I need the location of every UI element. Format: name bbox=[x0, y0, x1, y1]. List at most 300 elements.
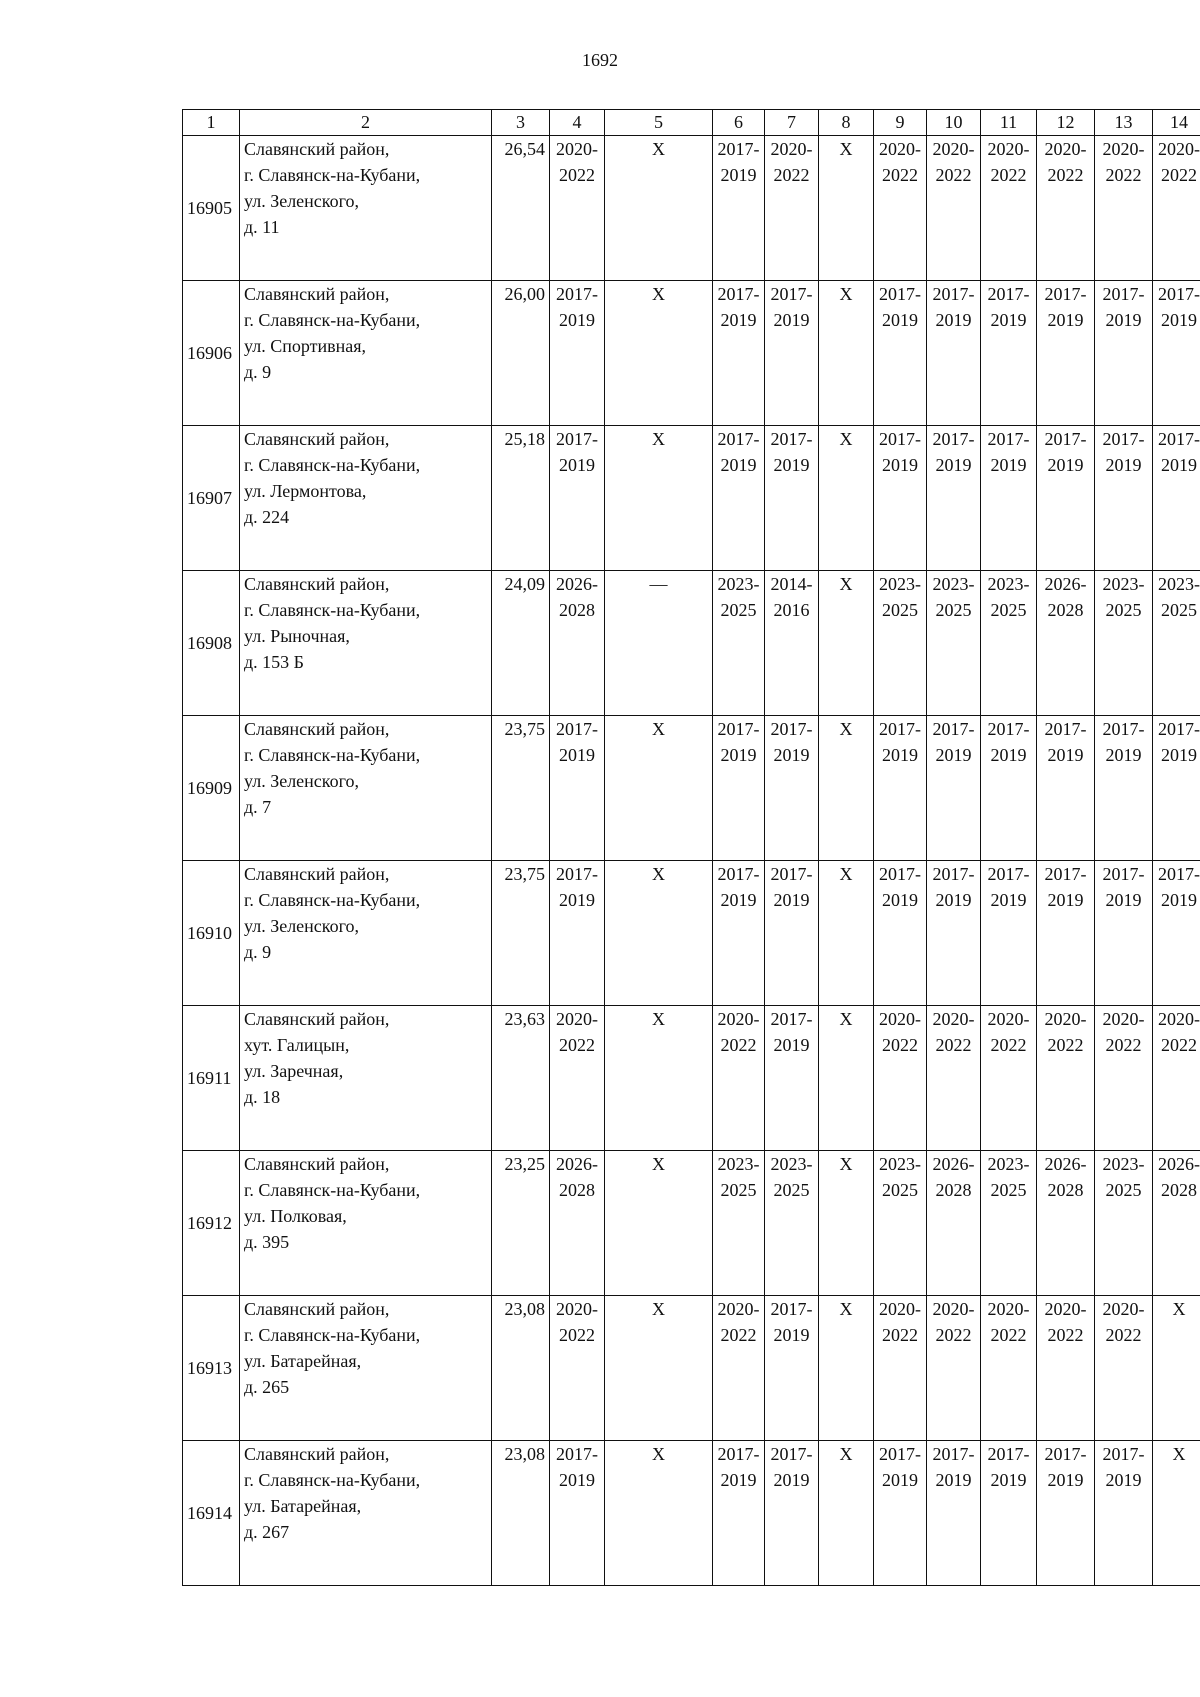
cell-line: 2019 bbox=[1161, 455, 1197, 475]
value-cell-col-8 bbox=[819, 1006, 874, 1151]
cell-line: 2020- bbox=[879, 139, 921, 159]
value-cell-col-6 bbox=[713, 1006, 765, 1151]
value-cell-col-13 bbox=[1095, 571, 1153, 716]
table-row bbox=[183, 1151, 1200, 1296]
value-cell-col-5 bbox=[605, 1296, 713, 1441]
cell-line: 2022 bbox=[1161, 1035, 1197, 1055]
cell-line: 2022 bbox=[882, 1325, 918, 1345]
address-line: Славянский район, bbox=[244, 139, 390, 159]
value-cell-col-6 bbox=[713, 426, 765, 571]
value-cell-col-14 bbox=[1153, 571, 1200, 716]
value-cell-col-7 bbox=[765, 281, 819, 426]
cell-line: 2025 bbox=[1161, 600, 1197, 620]
address-line: д. 224 bbox=[244, 507, 290, 527]
cell-line: 2023- bbox=[879, 1154, 921, 1174]
address-line: Славянский район, bbox=[244, 1009, 390, 1029]
address-line: г. Славянск-на-Кубани, bbox=[244, 890, 421, 910]
value-cell-col-5 bbox=[605, 1151, 713, 1296]
cell-line: 2017- bbox=[770, 719, 813, 739]
area-cell: 23,63 bbox=[492, 1006, 550, 1151]
value-cell-col-12 bbox=[1037, 426, 1095, 571]
column-header-13: 13 bbox=[1095, 110, 1153, 136]
cell-line: X bbox=[652, 284, 665, 304]
cell-line: 2017- bbox=[556, 864, 598, 884]
cell-line: 2019 bbox=[773, 455, 810, 475]
cell-line: 2017- bbox=[717, 139, 760, 159]
value-cell-col-8 bbox=[819, 1151, 874, 1296]
cell-line: 2028 bbox=[559, 1180, 595, 1200]
cell-line: 2022 bbox=[882, 1035, 918, 1055]
cell-line: 2017- bbox=[717, 429, 760, 449]
cell-line: 2017- bbox=[717, 1444, 760, 1464]
value-cell-col-14 bbox=[1153, 281, 1200, 426]
cell-line: 2023- bbox=[717, 574, 760, 594]
cell-line: 2022 bbox=[559, 165, 595, 185]
value-cell-col-11 bbox=[981, 1296, 1037, 1441]
cell-line: 2017- bbox=[879, 719, 921, 739]
cell-line: 2022 bbox=[935, 1035, 972, 1055]
value-cell-col-4 bbox=[550, 1441, 605, 1586]
cell-line: 2017- bbox=[770, 864, 813, 884]
cell-line: 2022 bbox=[1047, 1325, 1084, 1345]
cell-line: 2020- bbox=[717, 1299, 760, 1319]
cell-line: 2020- bbox=[1044, 139, 1087, 159]
value-cell-col-8 bbox=[819, 426, 874, 571]
cell-line: 2017- bbox=[1044, 1444, 1087, 1464]
value-cell-col-8 bbox=[819, 571, 874, 716]
address-line: г. Славянск-на-Кубани, bbox=[244, 1180, 421, 1200]
cell-line: 2019 bbox=[559, 310, 595, 330]
value-cell-col-14 bbox=[1153, 861, 1200, 1006]
table-row bbox=[183, 861, 1200, 1006]
value-cell-col-6 bbox=[713, 861, 765, 1006]
column-header-8: 8 bbox=[819, 110, 874, 136]
cell-line: — bbox=[649, 574, 668, 594]
cell-line: 2019 bbox=[1161, 310, 1197, 330]
value-cell-col-7 bbox=[765, 861, 819, 1006]
address-line: ул. Полковая, bbox=[244, 1206, 347, 1226]
value-cell-col-10 bbox=[927, 716, 981, 861]
row-number: 16914 bbox=[183, 1441, 240, 1586]
value-cell-col-9 bbox=[874, 136, 927, 281]
cell-line: 2019 bbox=[935, 455, 972, 475]
address-cell bbox=[240, 136, 492, 281]
cell-line: X bbox=[652, 719, 665, 739]
address-line: г. Славянск-на-Кубани, bbox=[244, 310, 421, 330]
cell-line: 2017- bbox=[770, 429, 813, 449]
cell-line: 2017- bbox=[1044, 719, 1087, 739]
value-cell-col-5 bbox=[605, 281, 713, 426]
cell-line: 2019 bbox=[720, 745, 757, 765]
cell-line: X bbox=[652, 1009, 665, 1029]
cell-line: 2019 bbox=[559, 455, 595, 475]
cell-line: 2017- bbox=[879, 284, 921, 304]
cell-line: 2017- bbox=[717, 864, 760, 884]
cell-line: 2028 bbox=[1161, 1180, 1197, 1200]
value-cell-col-10 bbox=[927, 571, 981, 716]
column-header-5: 5 bbox=[605, 110, 713, 136]
value-cell-col-12 bbox=[1037, 136, 1095, 281]
value-cell-col-9 bbox=[874, 1151, 927, 1296]
value-cell-col-14 bbox=[1153, 1151, 1200, 1296]
table-row bbox=[183, 1441, 1200, 1586]
value-cell-col-8 bbox=[819, 861, 874, 1006]
cell-line: 2019 bbox=[990, 455, 1027, 475]
cell-line: X bbox=[839, 1154, 853, 1174]
area-cell: 25,18 bbox=[492, 426, 550, 571]
cell-line: 2017- bbox=[1102, 719, 1145, 739]
cell-line: 2017- bbox=[1044, 864, 1087, 884]
cell-line: 2023- bbox=[1102, 574, 1145, 594]
data-table bbox=[182, 109, 1200, 1586]
value-cell-col-10 bbox=[927, 1151, 981, 1296]
cell-line: 2017- bbox=[879, 864, 921, 884]
cell-line: X bbox=[839, 574, 853, 594]
value-cell-col-8 bbox=[819, 1296, 874, 1441]
value-cell-col-5 bbox=[605, 571, 713, 716]
cell-line: 2019 bbox=[935, 1470, 972, 1490]
value-cell-col-6 bbox=[713, 281, 765, 426]
cell-line: 2020- bbox=[1158, 1009, 1200, 1029]
value-cell-col-13 bbox=[1095, 1296, 1153, 1441]
value-cell-col-11 bbox=[981, 1441, 1037, 1586]
address-line: ул. Батарейная, bbox=[244, 1351, 362, 1371]
cell-line: 2017- bbox=[987, 284, 1030, 304]
column-header-12: 12 bbox=[1037, 110, 1095, 136]
cell-line: 2019 bbox=[990, 310, 1027, 330]
cell-line: 2017- bbox=[1158, 429, 1200, 449]
cell-line: 2019 bbox=[935, 310, 972, 330]
cell-line: 2017- bbox=[879, 1444, 921, 1464]
address-cell bbox=[240, 716, 492, 861]
cell-line: X bbox=[1172, 1444, 1186, 1464]
address-line: г. Славянск-на-Кубани, bbox=[244, 455, 421, 475]
cell-line: 2017- bbox=[717, 284, 760, 304]
value-cell-col-12 bbox=[1037, 1006, 1095, 1151]
cell-line: 2022 bbox=[935, 1325, 972, 1345]
cell-line: 2017- bbox=[987, 429, 1030, 449]
page-number: 1692 bbox=[582, 50, 618, 70]
cell-line: 2022 bbox=[559, 1325, 595, 1345]
value-cell-col-12 bbox=[1037, 861, 1095, 1006]
cell-line: 2023- bbox=[932, 574, 975, 594]
cell-line: X bbox=[652, 139, 665, 159]
address-line: д. 11 bbox=[244, 217, 280, 237]
column-header-10: 10 bbox=[927, 110, 981, 136]
cell-line: 2017- bbox=[717, 719, 760, 739]
cell-line: X bbox=[839, 284, 853, 304]
value-cell-col-5 bbox=[605, 426, 713, 571]
column-header-6: 6 bbox=[713, 110, 765, 136]
column-header-2: 2 bbox=[240, 110, 492, 136]
cell-line: 2026- bbox=[556, 574, 598, 594]
cell-line: 2020- bbox=[932, 139, 975, 159]
value-cell-col-7 bbox=[765, 1006, 819, 1151]
area-cell: 26,00 bbox=[492, 281, 550, 426]
address-line: ул. Спортивная, bbox=[244, 336, 366, 356]
cell-line: 2023- bbox=[717, 1154, 760, 1174]
cell-line: 2020- bbox=[1158, 139, 1200, 159]
address-cell bbox=[240, 1296, 492, 1441]
value-cell-col-12 bbox=[1037, 1296, 1095, 1441]
column-header-4: 4 bbox=[550, 110, 605, 136]
value-cell-col-11 bbox=[981, 571, 1037, 716]
cell-line: 2017- bbox=[556, 284, 598, 304]
cell-line: 2019 bbox=[1047, 745, 1084, 765]
cell-line: 2019 bbox=[773, 310, 810, 330]
value-cell-col-6 bbox=[713, 1151, 765, 1296]
address-line: г. Славянск-на-Кубани, bbox=[244, 1470, 421, 1490]
area-cell: 26,54 bbox=[492, 136, 550, 281]
cell-line: 2020- bbox=[556, 1009, 598, 1029]
cell-line: 2019 bbox=[1105, 890, 1142, 910]
table-header-row bbox=[183, 110, 1200, 136]
cell-line: 2028 bbox=[559, 600, 595, 620]
cell-line: 2019 bbox=[1161, 745, 1197, 765]
cell-line: 2022 bbox=[882, 165, 918, 185]
cell-line: 2017- bbox=[1102, 429, 1145, 449]
value-cell-col-14 bbox=[1153, 1006, 1200, 1151]
address-line: д. 9 bbox=[244, 362, 272, 382]
cell-line: 2028 bbox=[1047, 1180, 1084, 1200]
table-row bbox=[183, 716, 1200, 861]
cell-line: 2026- bbox=[1158, 1154, 1200, 1174]
address-cell bbox=[240, 281, 492, 426]
cell-line: 2017- bbox=[932, 429, 975, 449]
cell-line: 2019 bbox=[773, 1035, 810, 1055]
cell-line: 2028 bbox=[935, 1180, 972, 1200]
cell-line: 2017- bbox=[879, 429, 921, 449]
address-line: д. 265 bbox=[244, 1377, 290, 1397]
area-cell: 23,75 bbox=[492, 716, 550, 861]
value-cell-col-7 bbox=[765, 1441, 819, 1586]
cell-line: 2017- bbox=[556, 1444, 598, 1464]
cell-line: 2019 bbox=[1105, 745, 1142, 765]
address-line: ул. Зеленского, bbox=[244, 771, 360, 791]
cell-line: 2017- bbox=[1102, 1444, 1145, 1464]
value-cell-col-13 bbox=[1095, 136, 1153, 281]
cell-line: 2020- bbox=[556, 139, 598, 159]
value-cell-col-10 bbox=[927, 1006, 981, 1151]
address-line: г. Славянск-на-Кубани, bbox=[244, 165, 421, 185]
cell-line: 2020- bbox=[1102, 1299, 1145, 1319]
row-number: 16913 bbox=[183, 1296, 240, 1441]
cell-line: 2026- bbox=[1044, 574, 1087, 594]
column-header-7: 7 bbox=[765, 110, 819, 136]
value-cell-col-12 bbox=[1037, 1151, 1095, 1296]
cell-line: 2020- bbox=[1044, 1009, 1087, 1029]
table-body bbox=[183, 136, 1200, 1586]
value-cell-col-4 bbox=[550, 1151, 605, 1296]
value-cell-col-10 bbox=[927, 426, 981, 571]
cell-line: 2019 bbox=[990, 1470, 1027, 1490]
value-cell-col-11 bbox=[981, 1151, 1037, 1296]
value-cell-col-8 bbox=[819, 136, 874, 281]
address-line: ул. Зеленского, bbox=[244, 916, 360, 936]
address-line: г. Славянск-на-Кубани, bbox=[244, 745, 421, 765]
cell-line: 2020- bbox=[987, 1299, 1030, 1319]
cell-line: 2019 bbox=[773, 1325, 810, 1345]
cell-line: 2019 bbox=[1105, 1470, 1142, 1490]
value-cell-col-9 bbox=[874, 571, 927, 716]
value-cell-col-8 bbox=[819, 716, 874, 861]
value-cell-col-9 bbox=[874, 716, 927, 861]
row-number: 16905 bbox=[183, 136, 240, 281]
cell-line: 2017- bbox=[987, 1444, 1030, 1464]
cell-line: 2022 bbox=[990, 165, 1027, 185]
table-row bbox=[183, 426, 1200, 571]
cell-line: 2022 bbox=[990, 1035, 1027, 1055]
cell-line: 2022 bbox=[1047, 1035, 1084, 1055]
cell-line: 2017- bbox=[770, 1299, 813, 1319]
value-cell-col-12 bbox=[1037, 716, 1095, 861]
row-number: 16909 bbox=[183, 716, 240, 861]
row-number: 16906 bbox=[183, 281, 240, 426]
value-cell-col-9 bbox=[874, 861, 927, 1006]
cell-line: 2020- bbox=[717, 1009, 760, 1029]
cell-line: 2022 bbox=[1047, 165, 1084, 185]
address-line: г. Славянск-на-Кубани, bbox=[244, 1325, 421, 1345]
cell-line: 2020- bbox=[1102, 1009, 1145, 1029]
cell-line: 2019 bbox=[720, 1470, 757, 1490]
value-cell-col-10 bbox=[927, 136, 981, 281]
address-cell bbox=[240, 426, 492, 571]
address-line: Славянский район, bbox=[244, 1299, 390, 1319]
cell-line: 2025 bbox=[1105, 600, 1142, 620]
cell-line: 2017- bbox=[770, 1444, 813, 1464]
cell-line: 2022 bbox=[559, 1035, 595, 1055]
cell-line: X bbox=[839, 1009, 853, 1029]
address-line: Славянский район, bbox=[244, 284, 390, 304]
value-cell-col-6 bbox=[713, 716, 765, 861]
cell-line: 2017- bbox=[1044, 284, 1087, 304]
cell-line: 2020- bbox=[770, 139, 813, 159]
cell-line: 2019 bbox=[882, 745, 918, 765]
cell-line: 2023- bbox=[879, 574, 921, 594]
value-cell-col-12 bbox=[1037, 571, 1095, 716]
value-cell-col-14 bbox=[1153, 716, 1200, 861]
cell-line: 2017- bbox=[1158, 284, 1200, 304]
address-cell bbox=[240, 1151, 492, 1296]
cell-line: 2019 bbox=[1047, 455, 1084, 475]
cell-line: 2025 bbox=[773, 1180, 810, 1200]
value-cell-col-12 bbox=[1037, 1441, 1095, 1586]
cell-line: 2019 bbox=[1047, 1470, 1084, 1490]
cell-line: X bbox=[839, 719, 853, 739]
cell-line: X bbox=[1172, 1299, 1186, 1319]
value-cell-col-11 bbox=[981, 1006, 1037, 1151]
cell-line: 2019 bbox=[773, 1470, 810, 1490]
cell-line: 2026- bbox=[1044, 1154, 1087, 1174]
value-cell-col-10 bbox=[927, 1441, 981, 1586]
value-cell-col-5 bbox=[605, 1441, 713, 1586]
column-header-3: 3 bbox=[492, 110, 550, 136]
cell-line: X bbox=[652, 1299, 665, 1319]
area-cell: 23,25 bbox=[492, 1151, 550, 1296]
cell-line: X bbox=[839, 429, 853, 449]
cell-line: 2014- bbox=[770, 574, 813, 594]
table-row bbox=[183, 1006, 1200, 1151]
address-line: ул. Заречная, bbox=[244, 1061, 344, 1081]
cell-line: 2025 bbox=[990, 1180, 1027, 1200]
cell-line: 2023- bbox=[770, 1154, 813, 1174]
address-line: ул. Лермонтова, bbox=[244, 481, 367, 501]
table-row bbox=[183, 136, 1200, 281]
cell-line: 2020- bbox=[879, 1299, 921, 1319]
cell-line: 2019 bbox=[990, 890, 1027, 910]
address-line: Славянский район, bbox=[244, 574, 390, 594]
cell-line: 2019 bbox=[1105, 310, 1142, 330]
cell-line: 2019 bbox=[882, 310, 918, 330]
value-cell-col-6 bbox=[713, 1441, 765, 1586]
value-cell-col-9 bbox=[874, 1006, 927, 1151]
value-cell-col-13 bbox=[1095, 426, 1153, 571]
address-line: ул. Батарейная, bbox=[244, 1496, 362, 1516]
cell-line: 2017- bbox=[770, 1009, 813, 1029]
cell-line: 2017- bbox=[1102, 864, 1145, 884]
cell-line: 2019 bbox=[559, 890, 595, 910]
cell-line: 2020- bbox=[932, 1299, 975, 1319]
cell-line: 2022 bbox=[720, 1035, 757, 1055]
cell-line: 2023- bbox=[987, 574, 1030, 594]
cell-line: 2019 bbox=[1047, 890, 1084, 910]
row-number: 16907 bbox=[183, 426, 240, 571]
cell-line: 2025 bbox=[720, 1180, 757, 1200]
cell-line: 2022 bbox=[1105, 1035, 1142, 1055]
address-cell bbox=[240, 571, 492, 716]
address-line: д. 18 bbox=[244, 1087, 281, 1107]
cell-line: 2020- bbox=[932, 1009, 975, 1029]
cell-line: 2020- bbox=[987, 139, 1030, 159]
cell-line: 2025 bbox=[882, 1180, 918, 1200]
cell-line: 2022 bbox=[1105, 1325, 1142, 1345]
cell-line: 2022 bbox=[1161, 165, 1197, 185]
cell-line: 2023- bbox=[1158, 574, 1200, 594]
cell-line: 2019 bbox=[935, 745, 972, 765]
address-line: г. Славянск-на-Кубани, bbox=[244, 600, 421, 620]
value-cell-col-5 bbox=[605, 716, 713, 861]
table-row bbox=[183, 571, 1200, 716]
address-line: д. 395 bbox=[244, 1232, 290, 1252]
value-cell-col-4 bbox=[550, 1296, 605, 1441]
cell-line: 2026- bbox=[932, 1154, 975, 1174]
value-cell-col-13 bbox=[1095, 1151, 1153, 1296]
value-cell-col-13 bbox=[1095, 1006, 1153, 1151]
table-row bbox=[183, 281, 1200, 426]
cell-line: 2020- bbox=[1102, 139, 1145, 159]
cell-line: 2025 bbox=[990, 600, 1027, 620]
value-cell-col-11 bbox=[981, 861, 1037, 1006]
column-header-9: 9 bbox=[874, 110, 927, 136]
cell-line: 2020- bbox=[879, 1009, 921, 1029]
column-header-1: 1 bbox=[183, 110, 240, 136]
cell-line: 2019 bbox=[882, 455, 918, 475]
cell-line: 2017- bbox=[987, 719, 1030, 739]
cell-line: 2020- bbox=[556, 1299, 598, 1319]
value-cell-col-4 bbox=[550, 571, 605, 716]
address-line: Славянский район, bbox=[244, 429, 390, 449]
address-line: ул. Рыночная, bbox=[244, 626, 350, 646]
value-cell-col-13 bbox=[1095, 1441, 1153, 1586]
cell-line: 2017- bbox=[1044, 429, 1087, 449]
cell-line: 2017- bbox=[556, 719, 598, 739]
value-cell-col-13 bbox=[1095, 716, 1153, 861]
cell-line: 2026- bbox=[556, 1154, 598, 1174]
cell-line: 2025 bbox=[935, 600, 972, 620]
value-cell-col-14 bbox=[1153, 136, 1200, 281]
value-cell-col-7 bbox=[765, 716, 819, 861]
cell-line: 2017- bbox=[932, 864, 975, 884]
